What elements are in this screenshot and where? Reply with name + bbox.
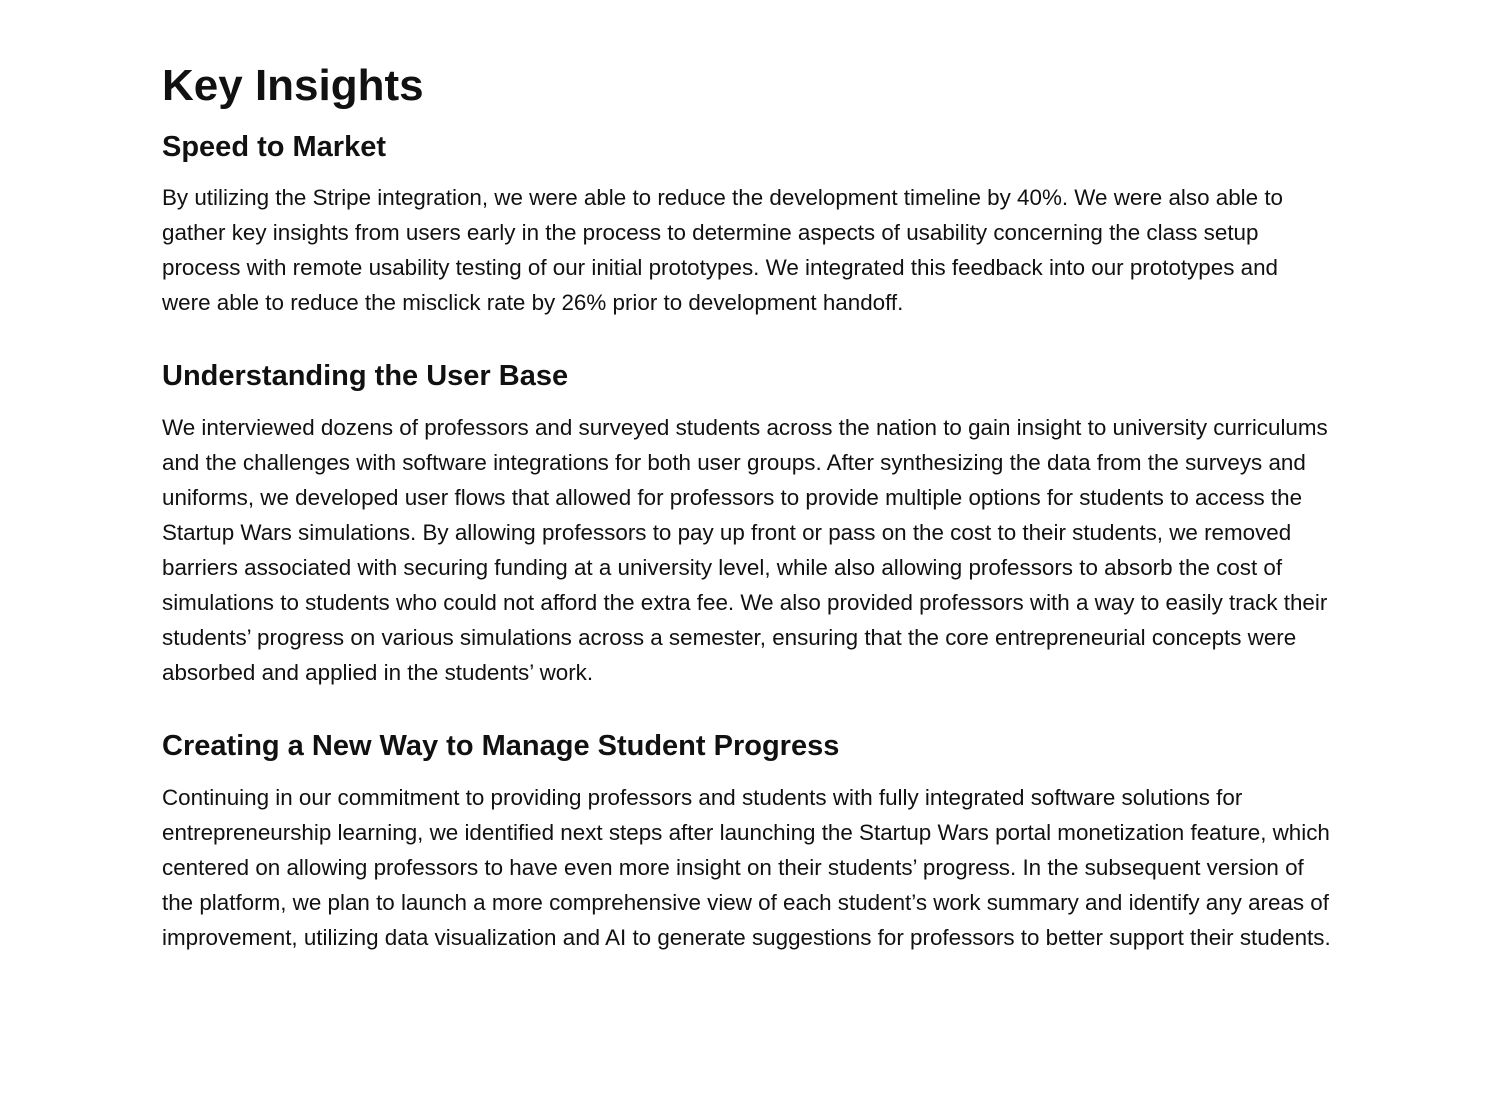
section-paragraph: By utilizing the Stripe integration, we were able to reduce the development timeline by 40%. We were also able to gather key insights from users early in the process to determine aspects of usability concerning the class setup process with remote usability testing of our initial prototypes. We integrated this feedback into our prototypes and were able to reduce the misclick rate by 26% prior to development handoff. [162, 185, 1283, 315]
section-student-progress [162, 727, 1332, 955]
page-title: Key Insights [162, 61, 424, 110]
document-content [162, 56, 1332, 955]
section-heading: Understanding the User Base [162, 360, 569, 392]
section-understanding-user-base [162, 357, 1332, 690]
section-paragraph: We interviewed dozens of professors and surveyed students across the nation to gain insight to university curriculums and the challenges with software integrations for both user groups. After synthesizing the data from the surveys and uniforms, we developed user flows that allowed for professors to provide multiple options for students to access the Startup Wars simulations. By allowing professors to pay up front or pass on the cost to their students, we removed barriers associated with securing funding at a university level, while also allowing professors to absorb the cost of simulations to students who could not afford the extra fee. We also provided professors with a way to easily track their students’ progress on various simulations across a semester, ensuring that the core entrepreneurial concepts were absorbed and applied in the students’ work. [162, 415, 1328, 685]
section-heading: Speed to Market [162, 131, 386, 163]
section-paragraph: Continuing in our commitment to providing professors and students with fully integrated software solutions for entrepreneurship learning, we identified next steps after launching the Startup Wars portal monetization feature, which centered on allowing professors to have even more insight on their students’ progress. In the subsequent version of the platform, we plan to launch a more comprehensive view of each student’s work summary and identify any areas of improvement, utilizing data visualization and AI to generate suggestions for professors to better support their students. [162, 785, 1331, 950]
section-speed-to-market [162, 128, 1332, 320]
section-heading: Creating a New Way to Manage Student Progress [162, 730, 840, 762]
